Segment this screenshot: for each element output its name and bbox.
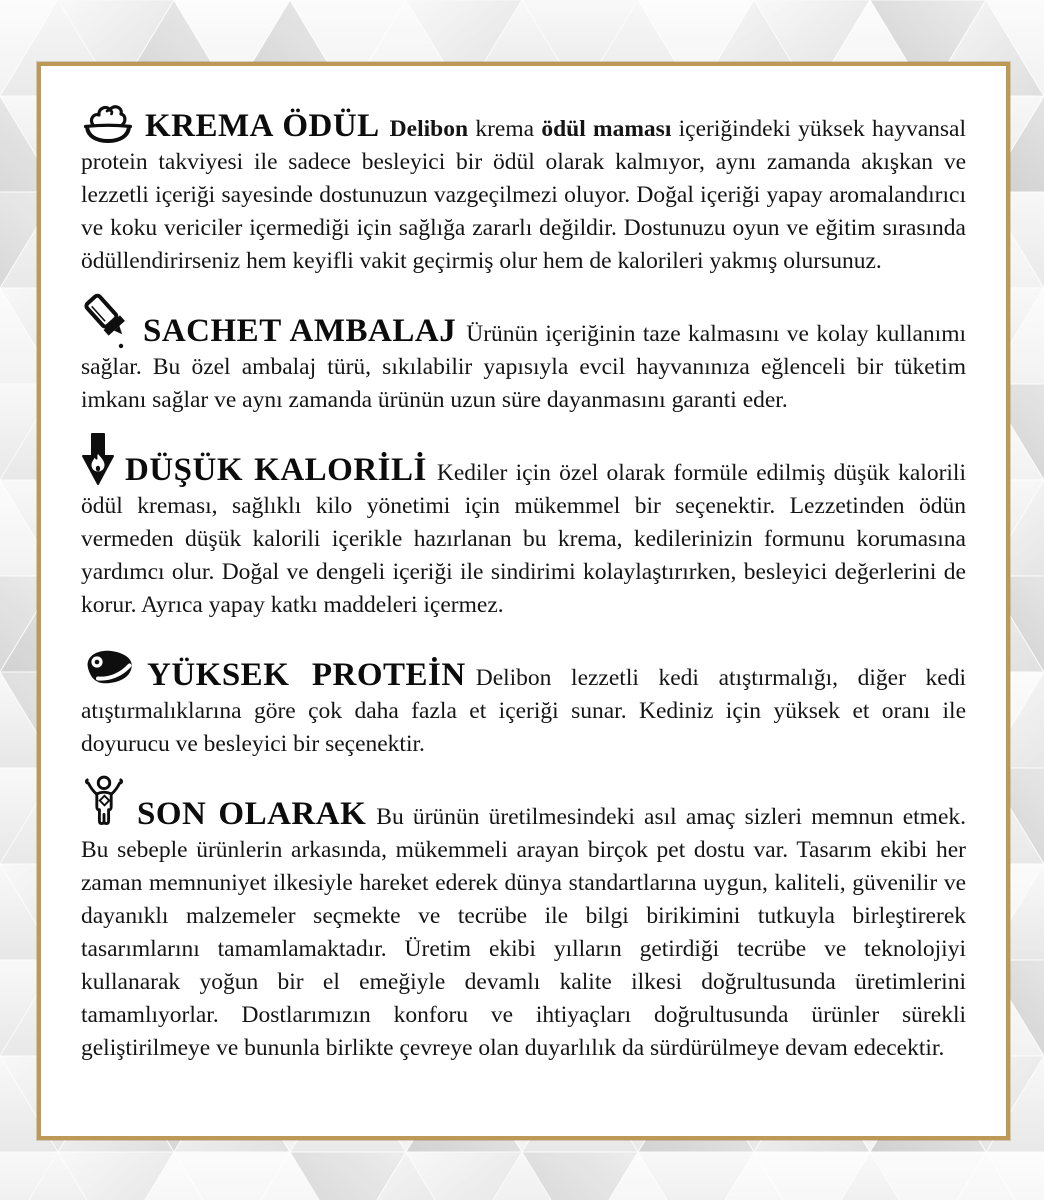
section-body-text: Delibon — [389, 116, 469, 142]
section-sachet-ambalaj — [81, 315, 966, 417]
section-yuksek-protein — [81, 659, 966, 761]
section-body-text: Bu ürünün üretilmesindeki asıl amaç sizleri memnun etmek. Bu sebeple ürünlerin arkasında, mükemmeli arayan birçok pet dostu var. Tasarım ekibi her zaman memnuniyet ilkesiyle hareket ederek dünya standartlarına uygun, kaliteli, güvenilir ve dayanıklı malzemeler seçmekte ve tecrübe ile bilgi birikimini tutkuyla birleştirerek tasarımlarını tamamlamaktadır. Üretim ekibi yılların getirdiği tecrübe ve teknolojiyi kullanarak yoğun bir el emeğiyle devamlı kalite ilkesi doğrultusunda üretimlerini tamamlıyorlar. Dostlarımızın konforu ve ihtiyaçları doğrultusunda ürünler sürekli geliştirilmeye ve bununla birlikte çevreye olan duyarlılık da sürdürülmeye devam edecektir. — [81, 804, 967, 1061]
section-title-son-olarak: SON OLARAK — [137, 796, 367, 832]
calorie-down-arrow-icon — [81, 454, 115, 480]
section-dusuk-kalorili — [81, 454, 966, 622]
meat-icon — [81, 659, 137, 685]
section-son-olarak — [81, 798, 966, 1065]
section-body-text: Delibon lezzetli kedi atıştırmalığı, diğer kedi atıştırmalıklarına göre çok daha fazla et içeriği sunar. Kediniz için yüksek et oranı ile doyurucu ve besleyici bir seçenektir. — [81, 665, 966, 757]
sections-container — [41, 66, 1006, 1065]
section-body-text: Kediler için özel olarak formüle edilmiş düşük kalorili ödül kreması, sağlıklı kilo yönetimi için mükemmel bir seçenektir. Lezzetinden ödün vermeden düşük kalorili içerikle hazırlanan bu krema, kedilerinizin formunu korumasına yardımcı olur. Doğal ve dengeli içeriği ile sindirimi kolaylaştırırken, besleyici değerlerini de korur. Ayrıca yapay katkı maddeleri içermez. — [81, 460, 966, 618]
section-body-text: krema — [468, 116, 542, 142]
sachet-squeeze-icon — [81, 315, 133, 341]
cream-bowl-icon — [81, 110, 135, 136]
section-krema-odul — [81, 110, 966, 278]
section-title-sachet-ambalaj: SACHET AMBALAJ — [143, 313, 457, 349]
section-title-dusuk-kalorili: DÜŞÜK KALORİLİ — [125, 452, 427, 488]
section-title-krema-odul: KREMA ÖDÜL — [145, 108, 380, 144]
cheering-person-icon — [81, 798, 127, 824]
product-description-card — [37, 62, 1010, 1140]
section-body-text: içeriğindeki yüksek hayvansal protein takviyesi ile sadece besleyici bir ödül olarak kalmıyor, aynı zamanda akışkan ve lezzetli içeriği sayesinde dostunuzun vazgeçilmezi oluyor. Doğal içeriği yapay aromalandırıcı ve koku vericiler içermediği için sağlığa zararlı değildir. Dostunuzu oyun ve eğitim sırasında ödüllendirirseniz hem keyifli vakit geçirmiş olur hem de kalorileri yakmış olursunuz. — [81, 116, 966, 274]
section-title-yuksek-protein: YÜKSEK PROTEİN — [147, 657, 466, 693]
section-body-text: Ürünün içeriğinin taze kalmasını ve kolay kullanımı sağlar. Bu özel ambalaj türü, sıkılabilir yapısıyla evcil hayvanınıza eğlenceli bir tüketim imkanı sağlar ve aynı zamanda ürünün uzun süre dayanmasını garanti eder. — [81, 321, 967, 413]
section-body-text: ödül maması — [541, 116, 672, 142]
